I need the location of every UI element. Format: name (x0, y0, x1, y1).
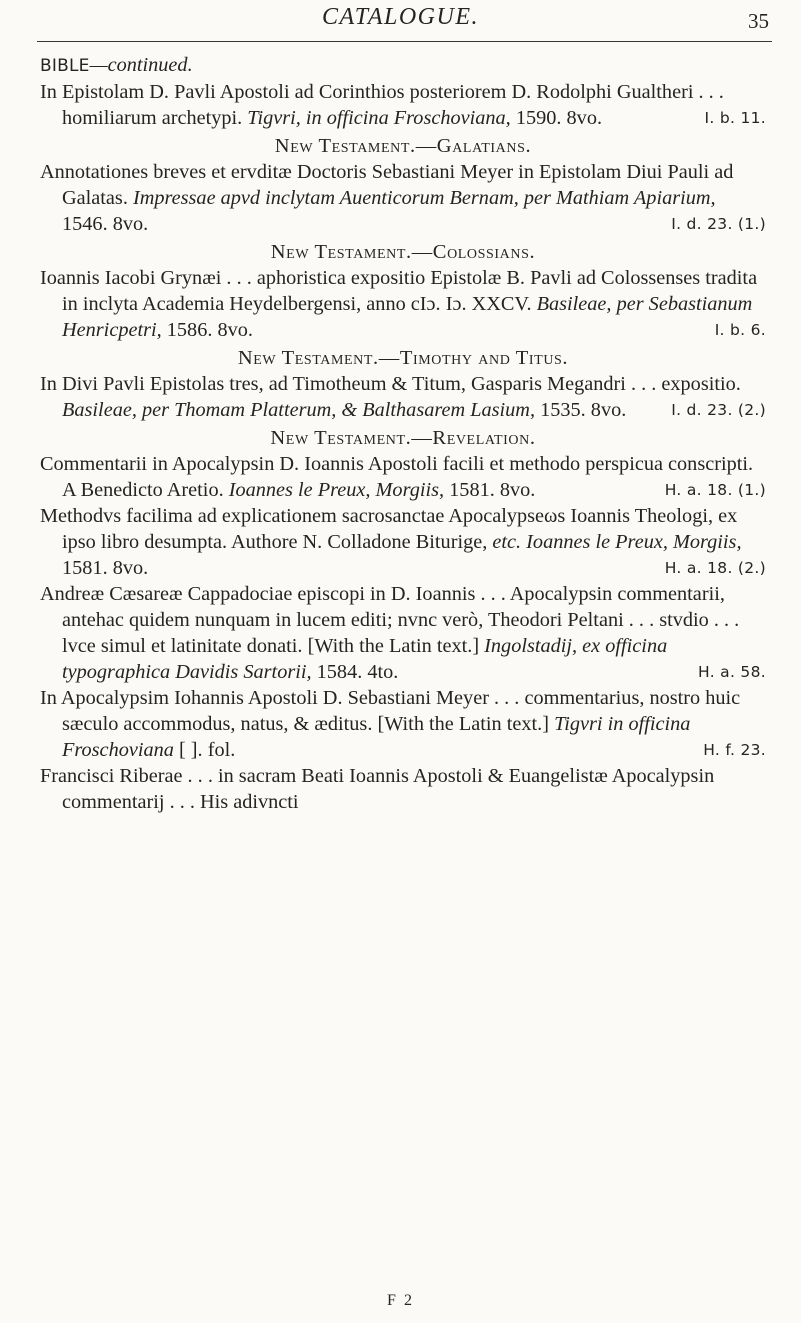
continued-word: BIBLE (40, 56, 90, 76)
entry-format: 1546. 8vo. (62, 213, 149, 235)
shelf-mark: I. d. 23. (2.) (671, 401, 766, 419)
continued-heading (40, 52, 766, 79)
entry-imprint: Tigvri in officina Froschoviana (62, 713, 691, 761)
header-rule (37, 41, 772, 42)
entry-format: 1584. 4to. (311, 661, 399, 683)
catalogue-entry (40, 451, 766, 503)
catalogue-entry (40, 685, 766, 763)
shelf-mark: H. a. 58. (698, 663, 766, 681)
page-header (0, 4, 801, 40)
entry-imprint: Impressae apvd inclytam Auenticorum Bernam, per Mathiam Apiarium, (132, 187, 716, 209)
catalogue-body (40, 52, 766, 815)
catalogue-entry (40, 159, 766, 237)
shelf-mark: H. f. 23. (703, 741, 766, 759)
section-heading: New Testament.—Timothy and Titus. (237, 347, 569, 369)
shelf-mark: H. a. 18. (2.) (664, 559, 766, 577)
page-number: 35 (748, 9, 769, 33)
catalogue-entry (40, 79, 766, 131)
entry-imprint: Basileae, per Thomam Platterum, & Balthasarem Lasium, (62, 399, 536, 421)
catalogue-entry (40, 503, 766, 581)
section-heading: New Testament.—Colossians. (270, 241, 536, 263)
running-title: CATALOGUE. (321, 4, 479, 30)
section-heading: New Testament.—Galatians. (274, 135, 532, 157)
entry-format: 1581. 8vo. (444, 479, 536, 501)
entry-text: Methodvs facilima ad explicationem sacrosanctae Apocalypseωs Ioannis Theologi, ex ipso libro desumpta. Authore N. Colladone Biturige, (40, 505, 738, 553)
entry-text: In Apocalypsim Iohannis Apostoli D. Sebastiani Meyer . . . commentarius, nostro huic sæculo accommodus, natus, & æditus. [With the Latin text.] (40, 687, 741, 735)
signature-mark: F 2 (387, 1292, 414, 1309)
catalogue-entry (40, 265, 766, 343)
shelf-mark: I. d. 23. (1.) (671, 215, 766, 233)
entry-text: Commentarii in Apocalypsin D. Ioannis Apostoli facili et methodo perspicua conscripti. A Benedicto Aretio. (40, 453, 754, 501)
continued-suffix: —continued. (89, 54, 193, 76)
entry-text: In Epistolam D. Pavli Apostoli ad Corinthios posteriorem D. Rodolphi Gualtheri . . . homiliarum archetypi. (40, 81, 724, 129)
entry-imprint: Tigvri, in officina Froschoviana, (247, 107, 511, 129)
entry-format: 1535. 8vo. (535, 399, 627, 421)
catalogue-entry (40, 371, 766, 423)
shelf-mark: I. b. 6. (714, 321, 766, 339)
entry-etc: etc. (492, 531, 522, 553)
section-heading: New Testament.—Revelation. (270, 427, 536, 449)
entry-text: Ioannis Iacobi Grynæi . . . aphoristica expositio Epistolæ B. Pavli ad Colossenses tradita in inclyta Academia Heydelbergensi, anno cIɔ. Iɔ. XXCV. (40, 267, 758, 315)
entry-imprint: Basileae, per Sebastianum Henricpetri, (62, 293, 753, 341)
shelf-mark: I. b. 11. (704, 109, 766, 127)
entry-imprint: Ioannes le Preux, Morgiis, (526, 531, 742, 553)
entry-format: 1590. 8vo. (510, 107, 603, 129)
entry-format: 1586. 8vo. (161, 319, 253, 341)
shelf-mark: H. a. 18. (1.) (664, 481, 766, 499)
entry-format: [ ]. fol. (173, 739, 236, 761)
catalogue-entry (40, 581, 766, 685)
entry-imprint: Ingolstadij, ex officina typographica Davidis Sartorii, (62, 635, 668, 683)
entry-text: Annotationes breves et ervditæ Doctoris Sebastiani Meyer in Epistolam Diui Pauli ad Galatas. (40, 161, 734, 209)
entry-text: In Divi Pavli Epistolas tres, ad Timotheum & Titum, Gasparis Megandri . . . expositio. (40, 373, 741, 395)
entry-text: Francisci Riberae . . . in sacram Beati Ioannis Apostoli & Euangelistæ Apocalypsin commentarij . . . His adivncti (40, 765, 715, 813)
entry-imprint: Ioannes le Preux, Morgiis, (228, 479, 445, 501)
entry-text: Andreæ Cæsareæ Cappadociae episcopi in D. Ioannis . . . Apocalypsin commentarii, antehac quidem nunquam in lucem editi; nvnc verò, Theodori Peltani . . . stvdio . . . lvce simul et latinitate donati. [With the Latin text.] (40, 583, 740, 657)
catalogue-entry (40, 763, 766, 815)
entry-format: 1581. 8vo. (62, 557, 149, 579)
